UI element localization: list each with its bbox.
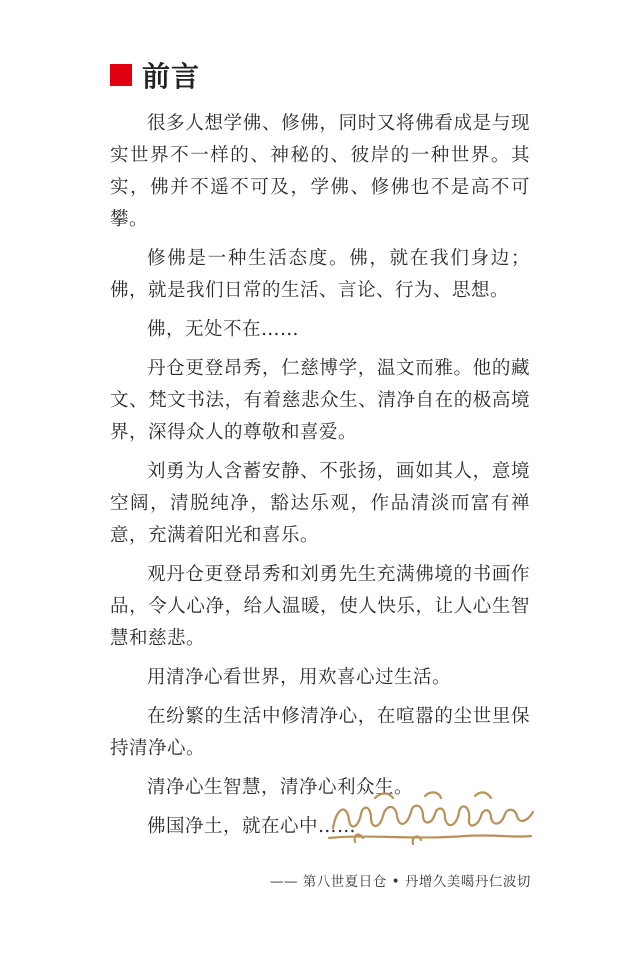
- paragraph: 丹仓更登昂秀，仁慈博学，温文而雅。他的藏文、梵文书法，有着慈悲众生、清净自在的极高境界，深得众人的尊敬和喜爱。: [110, 358, 530, 443]
- author-byline: —— 第八世夏日仓 • 丹增久美噶丹仁波切: [270, 874, 531, 890]
- preface-body: [110, 108, 530, 850]
- paragraph: 佛国净土，就在心中……: [147, 816, 357, 837]
- red-square-icon: [110, 64, 132, 86]
- paragraph: 修佛是一种生活态度。佛，就在我们身边；佛，就是我们日常的生活、言论、行为、思想。: [110, 248, 530, 301]
- paragraph: 观丹仓更登昂秀和刘勇先生充满佛境的书画作品，令人心净，给人温暖，使人快乐，让人心生智慧和慈悲。: [110, 564, 530, 649]
- page-title: 前言: [142, 60, 201, 93]
- paragraph: 在纷繁的生活中修清净心，在喧嚣的尘世里保持清净心。: [110, 706, 530, 759]
- paragraph: 用清净心看世界，用欢喜心过生活。: [147, 667, 452, 688]
- paragraph: 刘勇为人含蓄安静、不张扬，画如其人，意境空阔，清脱纯净，豁达乐观，作品清淡而富有禅意，充满着阳光和喜乐。: [110, 461, 530, 546]
- paragraph: 佛，无处不在……: [147, 319, 300, 340]
- page-heading: [110, 58, 200, 92]
- tibetan-signature: [325, 786, 540, 846]
- paragraph: 清净心生智慧，清净心利众生。: [147, 777, 414, 798]
- paragraph: 很多人想学佛、修佛，同时又将佛看成是与现实世界不一样的、神秘的、彼岸的一种世界。其实，佛并不遥不可及，学佛、修佛也不是高不可攀。: [110, 113, 530, 230]
